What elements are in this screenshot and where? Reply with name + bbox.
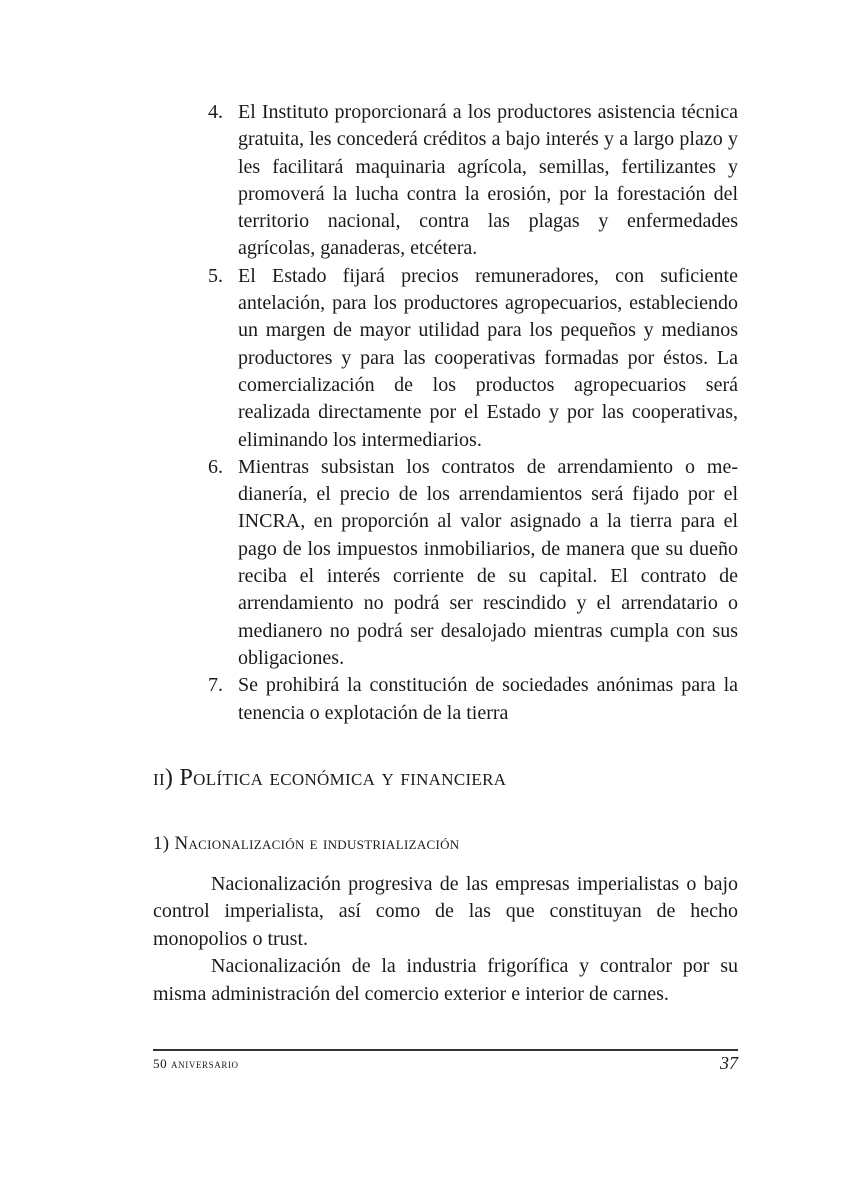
list-item-number: 5. bbox=[208, 264, 223, 287]
footer-running-title: 50 aniversario bbox=[153, 1056, 239, 1071]
paragraph: Nacionalización progresiva de las empresas imperialistas o bajo control imperialista, así como de las que constituyan de hecho monopolios o trust. bbox=[153, 873, 738, 950]
paragraph: Nacionalización de la industria frigorífica y contralor por su misma administración del comercio exterior e interior de carnes. bbox=[153, 955, 738, 1005]
list-item-number: 6. bbox=[208, 455, 223, 478]
list-item-number: 4. bbox=[208, 101, 223, 123]
body-text bbox=[153, 871, 738, 1008]
list-item-text: Mientras subsistan los contratos de arrendamiento o medianería, el precio de los arrendamientos será fijado por el INCRA, en proporción al valor asignado a la tierra para el pago de los impuestos inmobiliarios, de manera que su dueño reciba el interés corriente de su capital. El contrato de arrendamiento no podrá ser rescindido y el arrendatario o medianero no podrá ser desalojado mientras cumpla con sus obligaciones. bbox=[238, 455, 738, 669]
list-item-text: Se prohibirá la constitución de sociedades anónimas para la tenencia o explotación de la tierra bbox=[238, 674, 738, 724]
list-item-text: El Estado fijará precios remuneradores, con suficiente antelación, para los productores agropecuarios, estableciendo un margen de mayor utilidad para los pequeños y medianos productores y para las cooperativas formadas por éstos. La comercialización de los productos agropecuarios será realizada directamente por el Estado y por las cooperativas, eliminando los intermediarios. bbox=[238, 264, 738, 451]
numbered-list bbox=[208, 99, 738, 727]
list-item-text: El Instituto proporcionará a los productores asistencia técnica gratuita, les concederá créditos a bajo interés y a largo plazo y les facilitará maquinaria agrícola, semillas, fertilizantes y promoverá la lucha contra la erosión, por la forestación del territorio nacional, contra las plagas y enfermedades agrícolas, ganaderas, etcétera. bbox=[238, 101, 738, 260]
list-item-number: 7. bbox=[208, 674, 223, 697]
list-item bbox=[208, 99, 738, 263]
list-item bbox=[208, 263, 738, 454]
footer-rule bbox=[153, 1049, 738, 1051]
page-number: 37 bbox=[720, 1053, 738, 1073]
subsection-heading: 1) Nacionalización e industrialización bbox=[153, 833, 460, 854]
list-item bbox=[208, 672, 738, 727]
list-item bbox=[208, 454, 738, 672]
section-heading: ii) Política económica y financiera bbox=[153, 765, 507, 791]
